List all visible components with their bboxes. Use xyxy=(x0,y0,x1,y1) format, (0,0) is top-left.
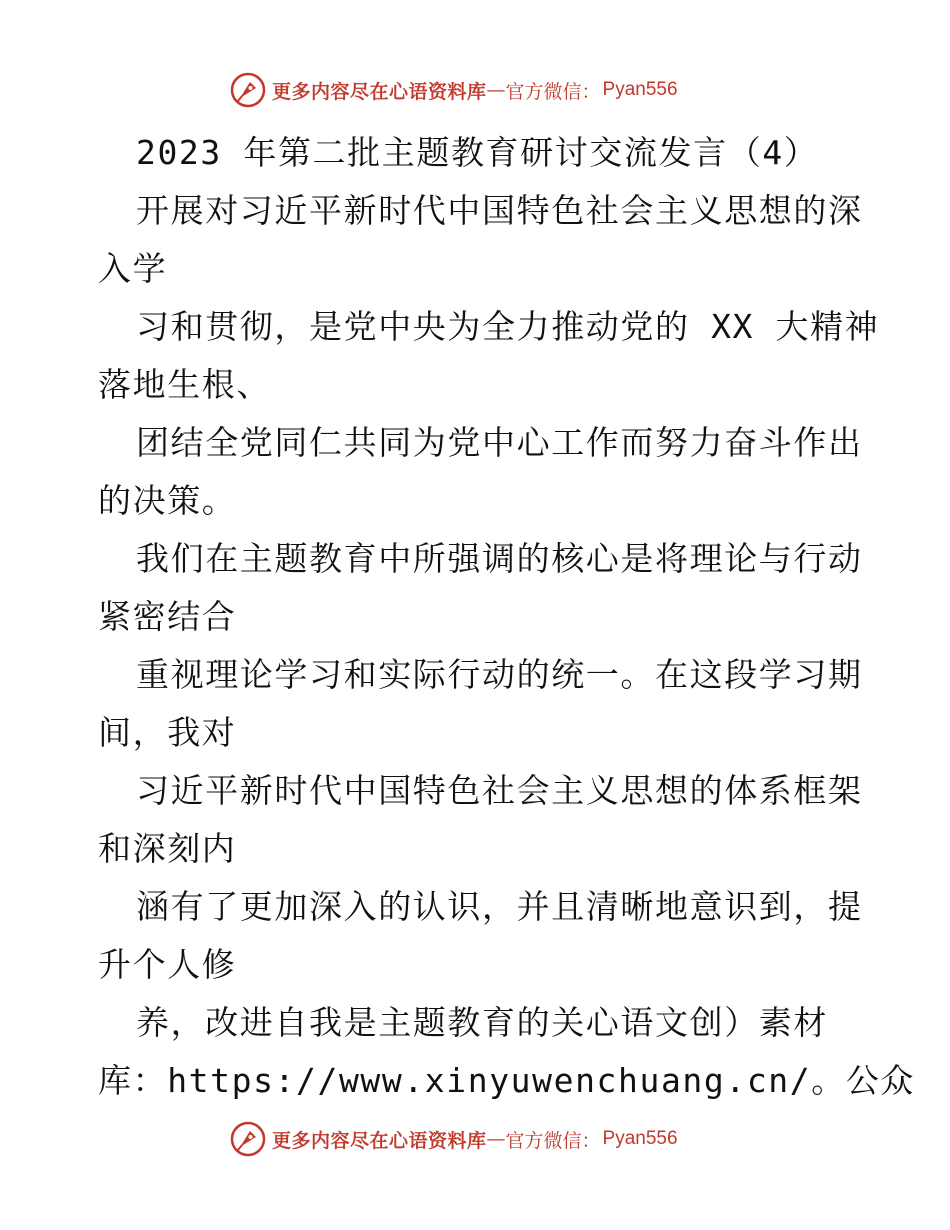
banner-contact-id: Pyan556 xyxy=(602,79,678,100)
body-line: 和深刻内 xyxy=(98,829,237,868)
body-line: 库：https://www.xinyuwenchuang.cn/。公众 xyxy=(98,1061,916,1100)
header-watermark-banner xyxy=(230,70,678,110)
body-line: 涵有了更加深入的认识，并且清晰地意识到，提 xyxy=(136,887,863,926)
body-line: 开展对习近平新时代中国特色社会主义思想的深 xyxy=(136,191,863,230)
body-line: 习近平新时代中国特色社会主义思想的体系框架 xyxy=(136,771,863,810)
body-line: 落地生根、 xyxy=(98,365,271,404)
banner-separator: — xyxy=(486,79,506,101)
body-line: 养，改进自我是主题教育的关心语文创）素材 xyxy=(136,1003,828,1042)
banner-main-text: 更多内容尽在心语资料库 xyxy=(272,1129,487,1152)
body-line: 间，我对 xyxy=(98,713,237,752)
banner-contact-id: Pyan556 xyxy=(602,1128,678,1149)
body-line: 入学 xyxy=(98,249,168,288)
body-line: 紧密结合 xyxy=(98,597,237,636)
body-line: 习和贯彻，是党中央为全力推动党的 XX 大精神 xyxy=(136,307,880,346)
document-body xyxy=(98,124,916,1110)
banner-contact-label: 官方微信： xyxy=(505,1129,601,1152)
body-line: 团结全党同仁共同为党中心工作而努力奋斗作出 xyxy=(136,423,863,462)
document-title: 2023 年第二批主题教育研讨交流发言（4） xyxy=(136,133,819,172)
body-line: 的决策。 xyxy=(98,481,237,520)
body-line: 重视理论学习和实际行动的统一。在这段学习期 xyxy=(136,655,863,694)
body-line: 升个人修 xyxy=(98,945,237,984)
body-line: 我们在主题教育中所强调的核心是将理论与行动 xyxy=(136,539,863,578)
banner-separator: — xyxy=(486,1128,506,1150)
pen-nib-logo-icon xyxy=(230,1121,266,1157)
banner-main-text: 更多内容尽在心语资料库 xyxy=(272,80,487,103)
pen-nib-logo-icon xyxy=(230,72,266,108)
banner-contact-label: 官方微信： xyxy=(505,80,601,103)
footer-watermark-banner xyxy=(230,1119,678,1159)
